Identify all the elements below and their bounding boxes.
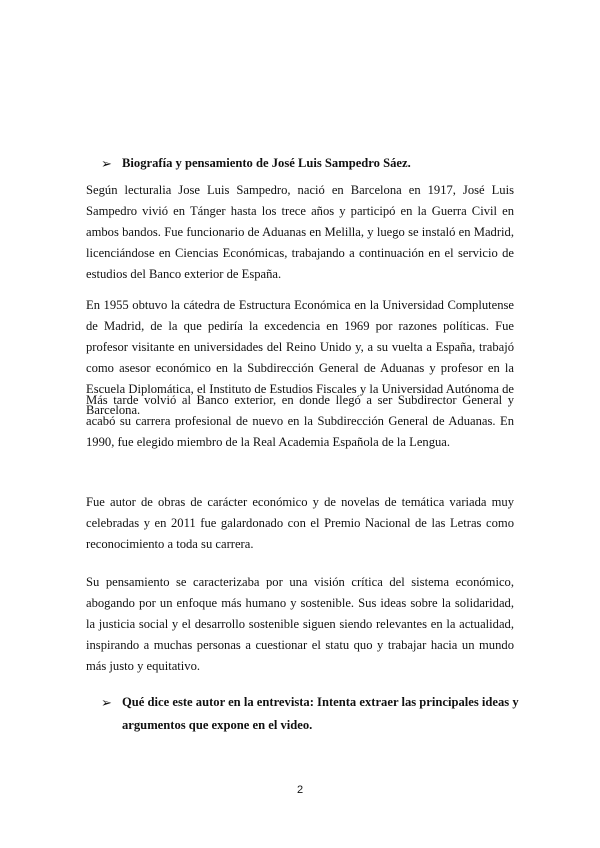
- paragraph-birth-early-life: Según lecturalia Jose Luis Sampedro, nació en Barcelona en 1917, José Luis Sampedro vivió en Tánger hasta los trece años y participó en la Guerra Civil en ambos bandos. Fue funcionario de Aduanas en Melilla, y luego se instaló en Madrid, licenciándose en Ciencias Económicas, trabajando a continuación en el servicio de estudios del Banco exterior de España.: [86, 183, 514, 281]
- paragraph-thought: Su pensamiento se caracterizaba por una visión crítica del sistema económico, abogando por un enfoque más humano y sostenible. Sus ideas sobre la solidaridad, la justicia social y el desarrollo sostenible siguen siendo relevantes en la actualidad, inspirando a muchas personas a cuestionar el statu quo y trabajar hacia un mundo más justo y equitativo.: [86, 575, 514, 673]
- page-number: 2: [296, 784, 304, 796]
- paragraph-later-career: Más tarde volvió al Banco exterior, en donde llegó a ser Subdirector General y acabó su carrera profesional de nuevo en la Subdirección General de Aduanas. En 1990, fue elegido miembro de la Real Academia Española de la Lengua.: [86, 393, 514, 449]
- paragraph-works-awards: Fue autor de obras de carácter económico y de novelas de temática variada muy celebradas y en 2011 fue galardonado con el Premio Nacional de las Letras como reconocimiento a toda su carrera.: [86, 495, 514, 551]
- paragraph-academic-career: En 1955 obtuvo la cátedra de Estructura Económica en la Universidad Complutense de Madrid, de la que pediría la excedencia en 1969 por razones políticas. Fue profesor visitante en universidades del Reino Unido y, a su vuelta a España, trabajó como asesor económico en la Subdirección General de Aduanas y profesor en la Escuela Diplomática, el Instituto de Estudios Fiscales y la Universidad Autónoma de Barcelona.: [86, 298, 514, 417]
- section-heading-interview: [101, 691, 522, 737]
- arrow-bullet-icon: ➢: [101, 156, 112, 171]
- section-heading-text: Biografía y pensamiento de José Luis Sampedro Sáez.: [122, 156, 411, 170]
- section-heading-biography: [101, 152, 522, 175]
- arrow-bullet-icon: ➢: [101, 695, 112, 710]
- section-heading-text: Qué dice este autor en la entrevista: Intenta extraer las principales ideas y argumentos que expone en el video.: [122, 695, 519, 732]
